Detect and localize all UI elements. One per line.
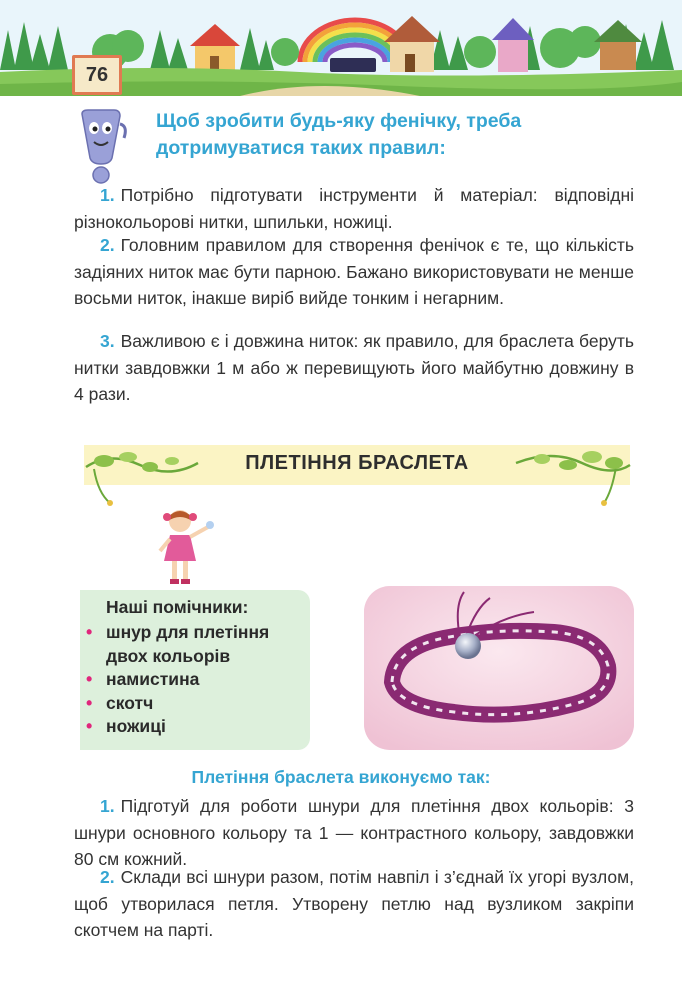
page-number: 76: [72, 55, 122, 95]
list-item-continuation: [86, 645, 269, 669]
bullet-icon: •: [86, 622, 93, 642]
bullet-icon: •: [86, 669, 93, 689]
bullet-icon: •: [86, 716, 93, 736]
helper-item-text: шнур для плетіння: [106, 622, 270, 642]
rule-text: Потрібно підготувати інструменти й матеріал: відповідні різнокольорові нитки, шпильки, ножиці.: [74, 185, 634, 232]
helper-item-text: скотч: [106, 692, 154, 713]
helper-item-text: двох кольорів: [106, 645, 231, 666]
vine-ornament-left-icon: [80, 443, 200, 511]
rule-number: 2.: [100, 235, 115, 255]
girl-illustration: [150, 505, 222, 589]
rule-paragraph: [74, 328, 634, 408]
step-text: Підготуй для роботи шнури для плетіння двох кольорів: 3 шнури основного кольору та 1 — контрастного кольору, завдовжки 80 см кожний.: [74, 796, 634, 869]
rule-paragraph: [74, 232, 634, 312]
list-item: [86, 715, 269, 739]
helper-item-text: ножиці: [106, 716, 166, 736]
step-number: 1.: [100, 796, 115, 816]
step-number: 2.: [100, 867, 115, 887]
intro-heading: Щоб зробити будь-яку фенічку, треба дотримуватися таких правил:: [156, 110, 522, 159]
rule-number: 3.: [100, 331, 115, 351]
section-title: ПЛЕТІННЯ БРАСЛЕТА: [245, 452, 469, 474]
list-item: [86, 668, 269, 692]
step-paragraph: [74, 793, 634, 873]
bullet-icon: •: [86, 692, 93, 713]
steps-heading: Плетіння браслета виконуємо так:: [191, 767, 491, 787]
rule-text: Важливою є і довжина ниток: як правило, для браслета беруть нитки завдовжки 1 м або ж перевищують його майбутню довжину в 4 рази.: [74, 331, 634, 404]
rule-paragraph: [74, 182, 634, 235]
helper-item-text: намистина: [106, 669, 200, 689]
list-item: [86, 692, 269, 716]
helpers-title: Наші помічники:: [106, 597, 249, 617]
bracelet-photo: [364, 586, 634, 750]
rule-text: Головним правилом для створення фенічок є те, що кількість задіяних ниток має бути парною. Бажано використовувати не менше восьми ниток, інакше виріб вийде тонким і негарним.: [74, 235, 634, 308]
list-item: [86, 621, 269, 645]
step-text: Склади всі шнури разом, потім навпіл і з’єднай їх угорі вузлом, щоб утворилася петля. Утворену петлю над вузликом закріпи скотчем на парті.: [74, 867, 634, 940]
exclamation-mascot-icon: [74, 108, 128, 184]
step-paragraph: [74, 864, 634, 944]
helpers-list: [86, 621, 269, 739]
rule-number: 1.: [100, 185, 115, 205]
vine-ornament-right-icon: [512, 443, 634, 511]
